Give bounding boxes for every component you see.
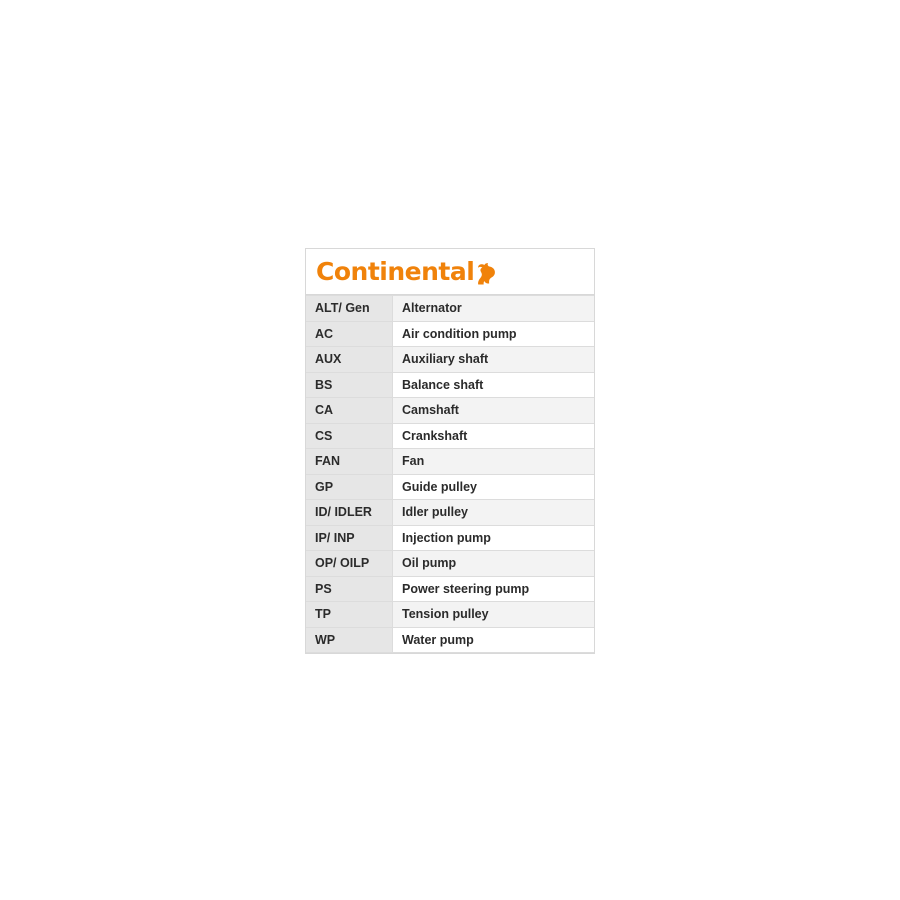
table-row xyxy=(306,321,594,347)
brand-header xyxy=(306,249,594,295)
horse-icon xyxy=(475,261,497,285)
legend-card xyxy=(305,248,595,654)
abbreviation-cell: BS xyxy=(306,372,393,398)
table-row xyxy=(306,602,594,628)
description-cell: Alternator xyxy=(393,296,595,322)
table-row xyxy=(306,525,594,551)
table-row xyxy=(306,449,594,475)
abbreviation-cell: AUX xyxy=(306,347,393,373)
abbreviation-cell: GP xyxy=(306,474,393,500)
abbreviation-cell: TP xyxy=(306,602,393,628)
abbreviation-cell: WP xyxy=(306,627,393,653)
abbreviation-cell: IP/ INP xyxy=(306,525,393,551)
abbreviation-cell: ALT/ Gen xyxy=(306,296,393,322)
description-cell: Idler pulley xyxy=(393,500,595,526)
description-cell: Fan xyxy=(393,449,595,475)
description-cell: Auxiliary shaft xyxy=(393,347,595,373)
table-row xyxy=(306,296,594,322)
abbreviation-cell: PS xyxy=(306,576,393,602)
description-cell: Camshaft xyxy=(393,398,595,424)
brand-wordmark: Continental xyxy=(316,257,475,286)
description-cell: Balance shaft xyxy=(393,372,595,398)
table-row xyxy=(306,551,594,577)
continental-logo xyxy=(316,259,497,284)
table-row xyxy=(306,398,594,424)
abbreviation-cell: ID/ IDLER xyxy=(306,500,393,526)
table-row xyxy=(306,500,594,526)
description-cell: Oil pump xyxy=(393,551,595,577)
description-cell: Water pump xyxy=(393,627,595,653)
abbreviation-cell: AC xyxy=(306,321,393,347)
table-row xyxy=(306,627,594,653)
table-row xyxy=(306,423,594,449)
abbreviation-cell: FAN xyxy=(306,449,393,475)
description-cell: Crankshaft xyxy=(393,423,595,449)
abbreviation-cell: CA xyxy=(306,398,393,424)
abbreviation-cell: CS xyxy=(306,423,393,449)
table-body xyxy=(306,296,594,653)
table-row xyxy=(306,372,594,398)
table-row xyxy=(306,347,594,373)
table-row xyxy=(306,576,594,602)
description-cell: Air condition pump xyxy=(393,321,595,347)
abbreviation-table xyxy=(306,295,594,653)
abbreviation-cell: OP/ OILP xyxy=(306,551,393,577)
table-row xyxy=(306,474,594,500)
description-cell: Injection pump xyxy=(393,525,595,551)
description-cell: Power steering pump xyxy=(393,576,595,602)
description-cell: Guide pulley xyxy=(393,474,595,500)
description-cell: Tension pulley xyxy=(393,602,595,628)
